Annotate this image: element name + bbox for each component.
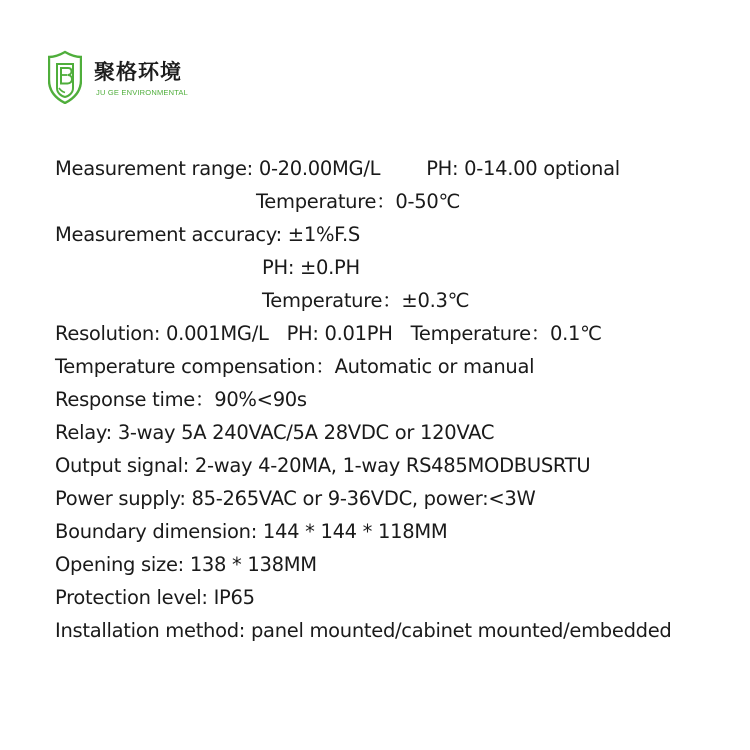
- resolution-text: Resolution: 0.001MG/L: [55, 322, 269, 345]
- spec-opening-size: Opening size: 138 * 138MM: [55, 553, 317, 576]
- spec-response-time: Response time：90%<90s: [55, 388, 307, 411]
- spec-boundary-dimension: Boundary dimension: 144 * 144 * 118MM: [55, 520, 448, 543]
- spec-measurement-accuracy: Measurement accuracy: ±1%F.S: [55, 223, 360, 246]
- spec-installation-method: Installation method: panel mounted/cabinet mounted/embedded: [55, 619, 672, 642]
- brand-logo: [48, 50, 208, 106]
- range-ph-text: PH: 0-14.00 optional: [426, 157, 620, 180]
- spec-resolution: [55, 317, 745, 350]
- resolution-ph-text: PH: 0.01PH: [286, 322, 393, 345]
- spec-accuracy-ph: PH: ±0.PH: [262, 256, 360, 279]
- spec-power-supply: Power supply: 85-265VAC or 9-36VDC, power:<3W: [55, 487, 536, 510]
- shield-logo-icon: [48, 50, 82, 104]
- range-text: Measurement range: 0-20.00MG/L: [55, 157, 381, 180]
- spec-list: [55, 152, 745, 647]
- spec-range-temperature: Temperature：0-50℃: [256, 190, 461, 213]
- spec-protection-level: Protection level: IP65: [55, 586, 255, 609]
- spec-temperature-compensation: Temperature compensation：Automatic or manual: [55, 355, 535, 378]
- spec-accuracy-temperature: Temperature：±0.3℃: [262, 289, 470, 312]
- brand-name-en: JU GE ENVIRONMENTAL: [96, 88, 189, 97]
- brand-name-cn: 聚格环境: [94, 60, 182, 84]
- spec-measurement-range: [55, 152, 745, 185]
- spec-relay: Relay: 3-way 5A 240VAC/5A 28VDC or 120VAC: [55, 421, 495, 444]
- spec-output-signal: Output signal: 2-way 4-20MA, 1-way RS485MODBUSRTU: [55, 454, 591, 477]
- resolution-temp-text: Temperature：0.1℃: [410, 322, 602, 345]
